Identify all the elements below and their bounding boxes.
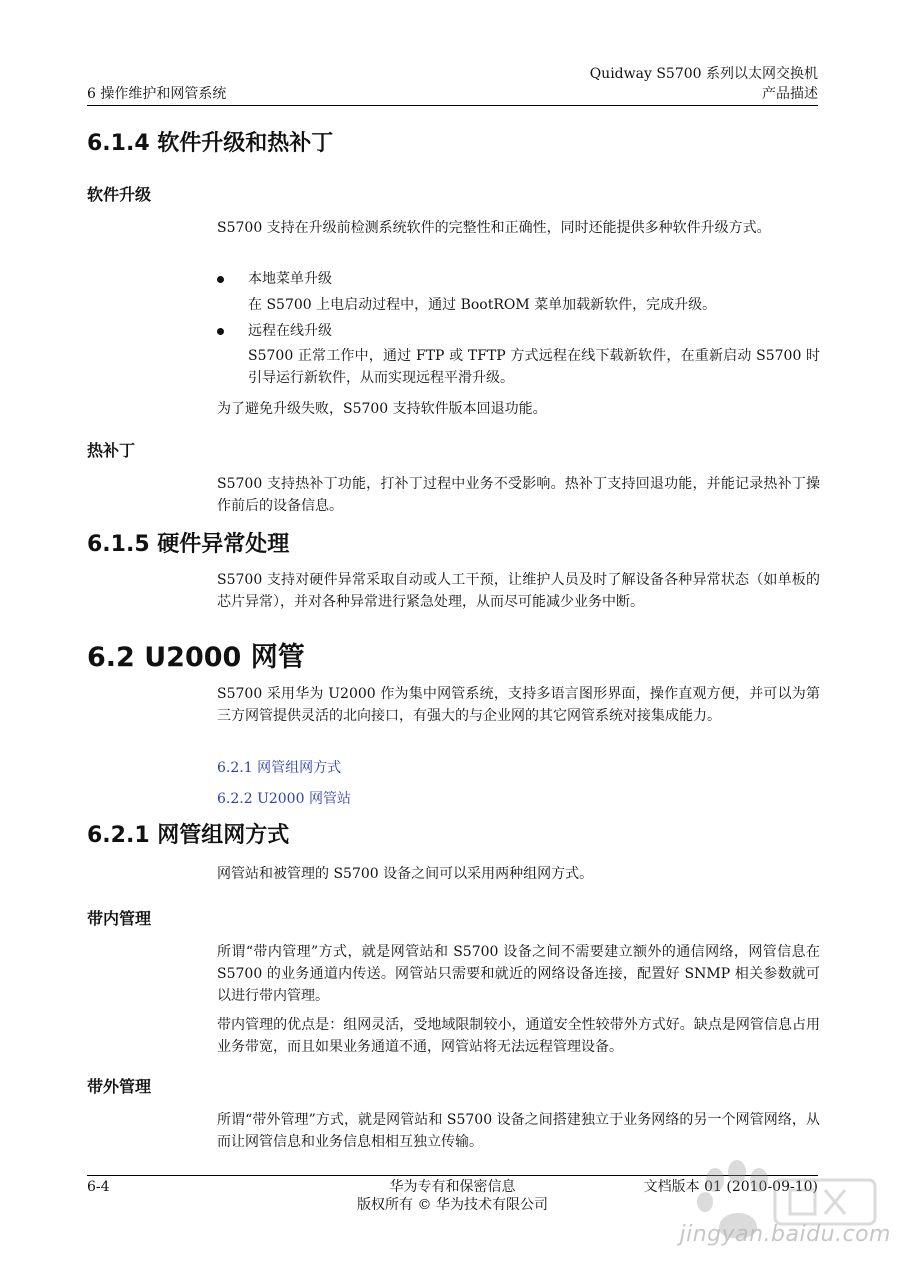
watermark-url: jingyan.baidu.com [679, 1222, 891, 1247]
header-chapter: 6 操作维护和网管系统 [87, 86, 227, 102]
footer-confidential: 华为专有和保密信息 [389, 1179, 516, 1195]
paragraph-u2000: S5700 采用华为 U2000 作为集中网管系统，支持多语言图形界面，操作直观方便，并可以为第三方网管提供灵活的北向接口，有强大的与企业网的其它网管系统对接集成能力。 [217, 686, 820, 724]
list-item-label: 本地菜单升级 [248, 271, 332, 287]
paragraph-networking-intro: 网管站和被管理的 S5700 设备之间可以采用两种组网方式。 [217, 866, 594, 882]
bullet-icon [217, 276, 224, 283]
list-item-description: 在 S5700 上电启动过程中，通过 BootROM 菜单加载新软件，完成升级。 [248, 297, 717, 313]
paragraph-upgrade-intro: S5700 支持在升级前检测系统软件的完整性和正确性，同时还能提供多种软件升级方式。 [217, 220, 771, 236]
link-6-2-1[interactable]: 6.2.1 网管组网方式 [217, 760, 342, 776]
subheading-software-upgrade: 软件升级 [87, 185, 152, 204]
section-title-6-2-1: 6.2.1 网管组网方式 [87, 823, 290, 848]
paragraph-inband-2: 带内管理的优点是：组网灵活，受地域限制较小，通道安全性较带外方式好。缺点是网管信息占用业务带宽，而且如果业务通道不通，网管站将无法远程管理设备。 [217, 1017, 820, 1055]
paragraph-inband-1: 所谓“带内管理”方式，就是网管站和 S5700 设备之间不需要建立额外的通信网络，网管信息在 S5700 的业务通道内传送。网管站只需要和就近的网络设备连接，配置好 SNMP 相关参数就可以进行带内管理。 [217, 944, 820, 1004]
bullet-icon [217, 328, 224, 335]
link-6-2-2[interactable]: 6.2.2 U2000 网管站 [217, 791, 351, 807]
header-divider [87, 105, 818, 106]
section-title-6-1-4: 6.1.4 软件升级和热补丁 [87, 131, 334, 156]
section-title-6-1-5: 6.1.5 硬件异常处理 [87, 532, 290, 557]
header-product: Quidway S5700 系列以太网交换机 [589, 66, 818, 82]
list-item-description: S5700 正常工作中，通过 FTP 或 TFTP 方式远程在线下载新软件，在重新启动 S5700 时引导运行新软件，从而实现远程平滑升级。 [248, 348, 820, 386]
list-item-label: 远程在线升级 [248, 323, 332, 339]
paragraph-rollback: 为了避免升级失败，S5700 支持软件版本回退功能。 [217, 401, 547, 417]
subheading-inband: 带内管理 [87, 909, 152, 928]
page-header-right [590, 64, 818, 104]
subheading-hot-patch: 热补丁 [87, 441, 136, 460]
paragraph-outband-1: 所谓“带外管理”方式，就是网管站和 S5700 设备之间搭建独立于业务网络的另一个网管网络，从而让网管信息和业务信息相相互独立传输。 [217, 1112, 820, 1150]
subheading-outband: 带外管理 [87, 1077, 152, 1096]
section-title-6-2: 6.2 U2000 网管 [87, 642, 305, 673]
paragraph-hardware-exception: S5700 支持对硬件异常采取自动或人工干预，让维护人员及时了解设备各种异常状态（如单板的芯片异常），并对各种异常进行紧急处理，从而尽可能减少业务中断。 [217, 572, 820, 610]
footer-rights: 版权所有 © 华为技术有限公司 [357, 1197, 548, 1213]
footer-version: 文档版本 01 (2010-09-10) [643, 1179, 818, 1195]
paragraph-hot-patch: S5700 支持热补丁功能，打补丁过程中业务不受影响。热补丁支持回退功能，并能记录热补丁操作前后的设备信息。 [217, 476, 820, 514]
footer-page-number: 6-4 [87, 1179, 110, 1195]
header-doc-type: 产品描述 [762, 86, 818, 102]
